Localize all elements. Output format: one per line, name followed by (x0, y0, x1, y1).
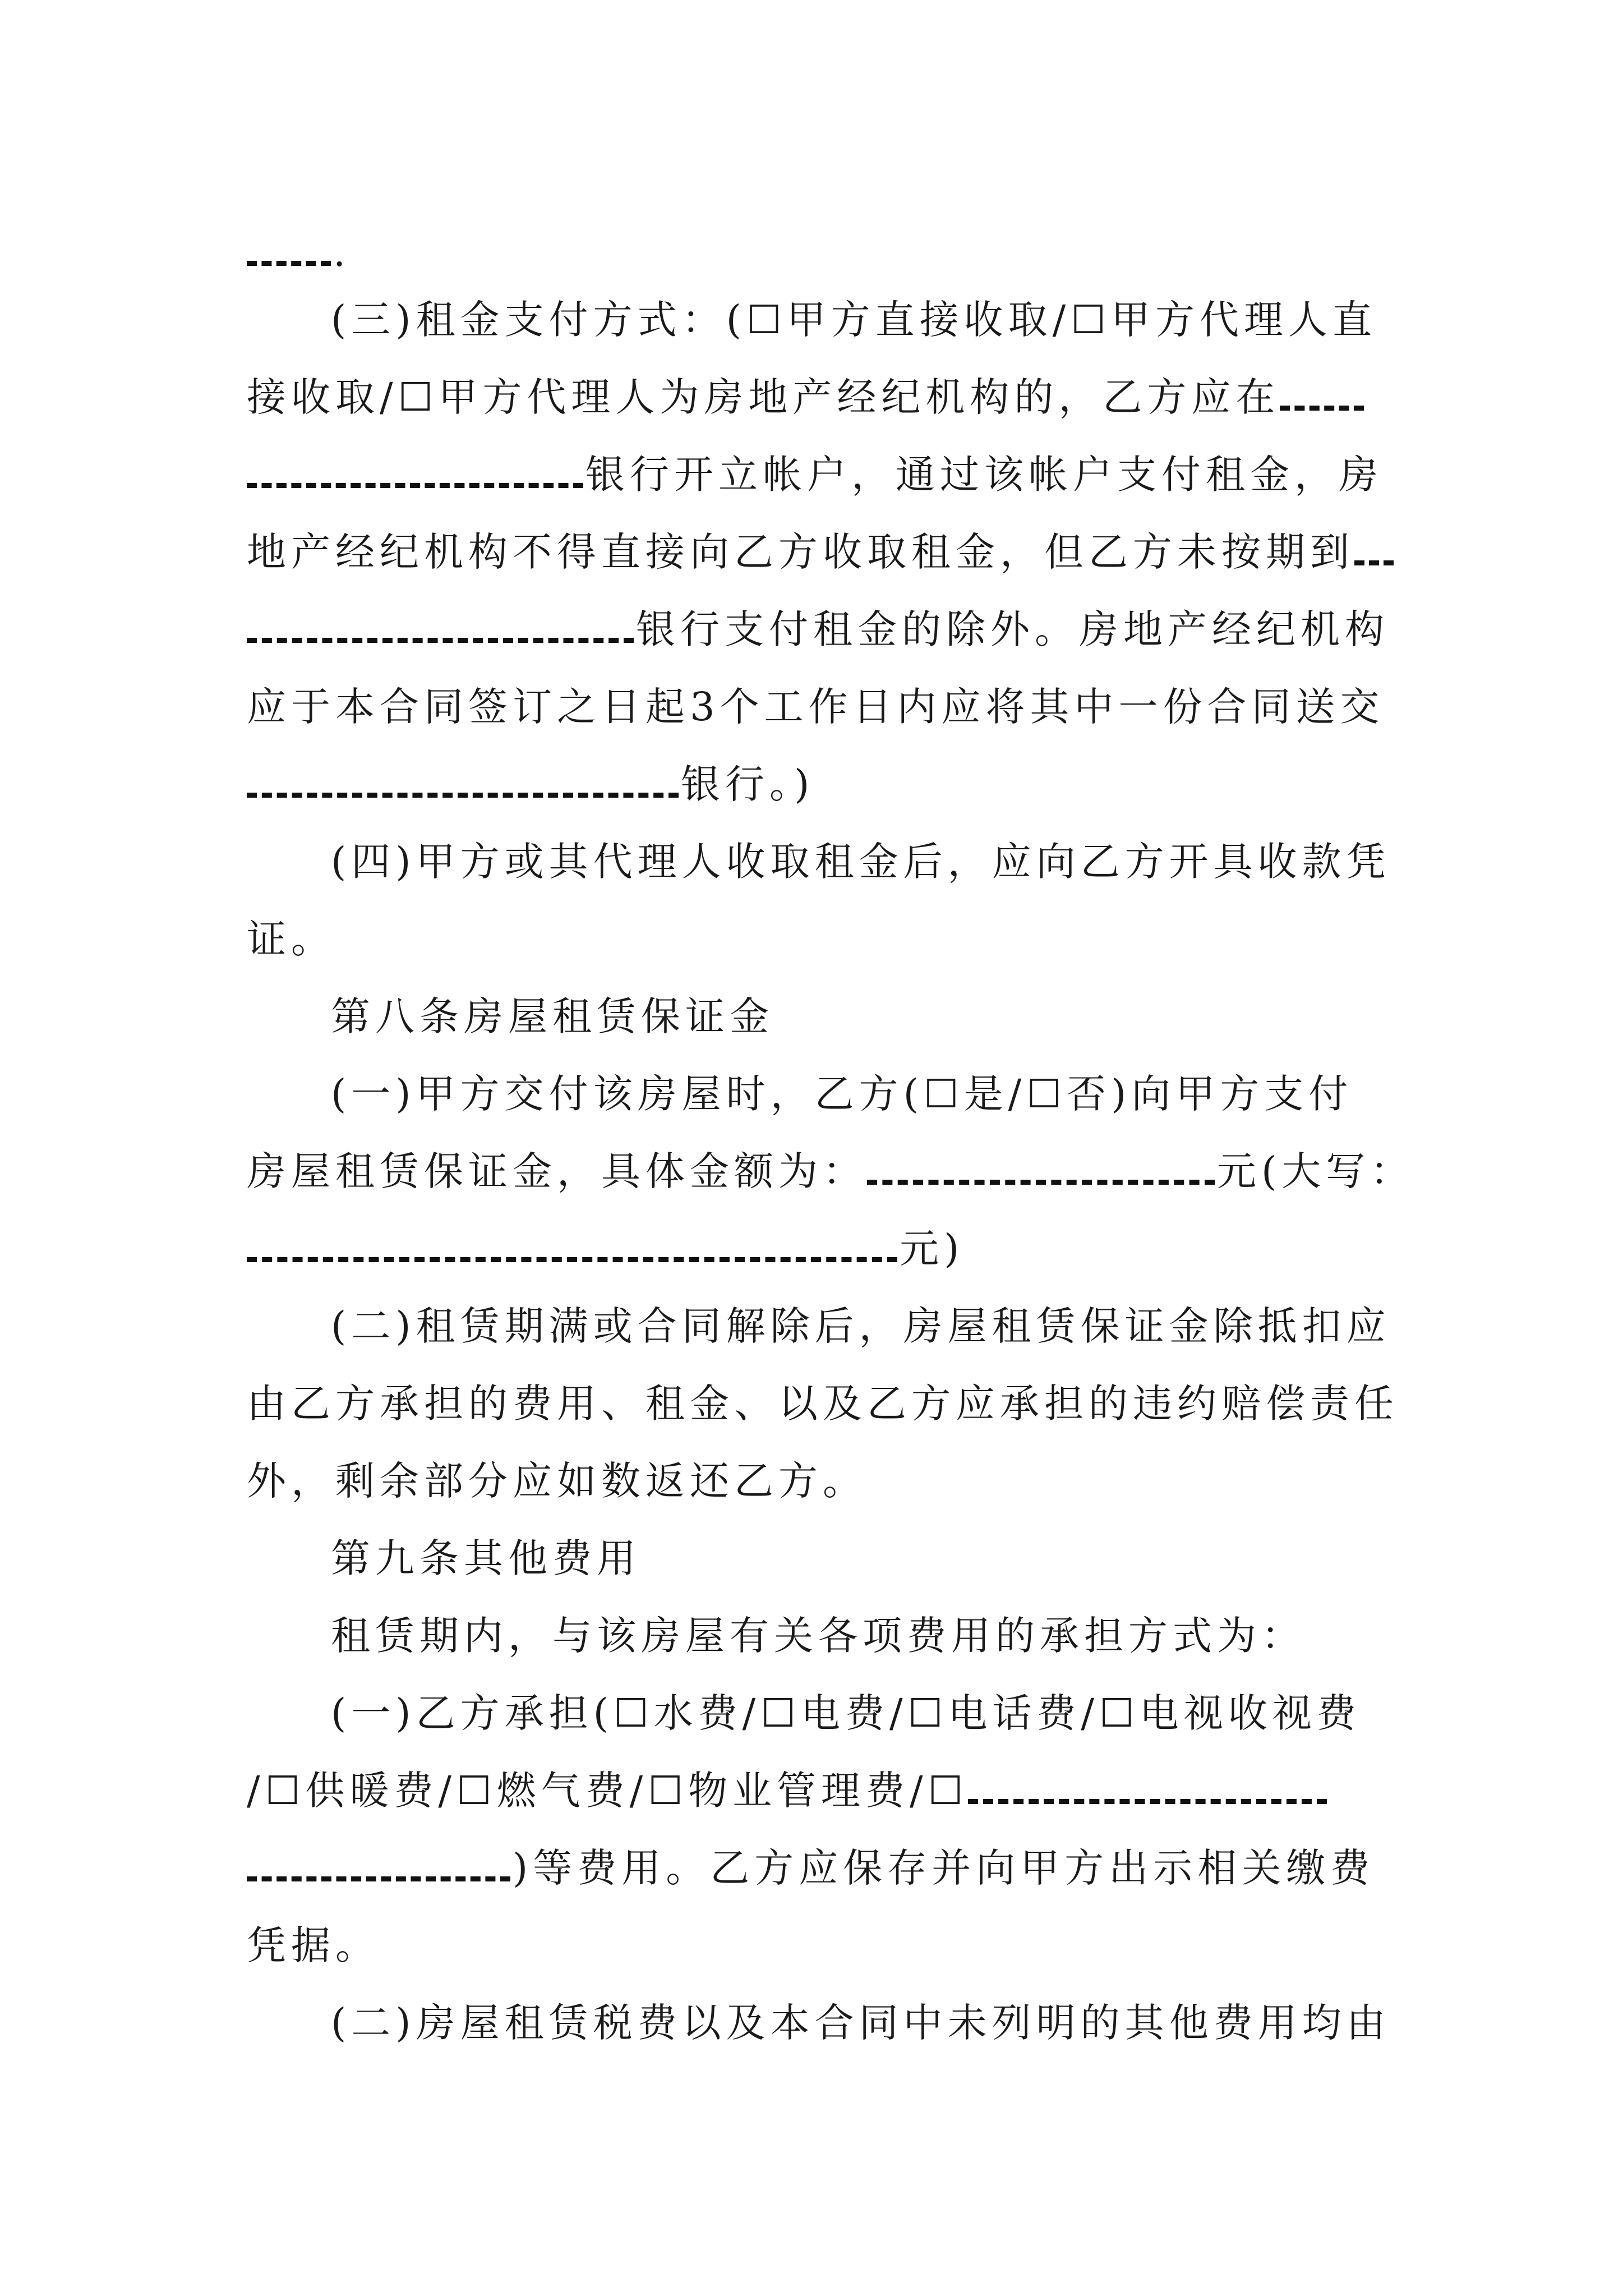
line-text: 租赁期内，与该房屋有关各项费用的承担方式为： (331, 1613, 1306, 1659)
text-line (331, 1989, 1391, 2056)
text-line (247, 1370, 1399, 1437)
text-line (247, 905, 335, 973)
fill-in-blank (247, 1257, 897, 1262)
line-text: 地产经纪机构不得直接向乙方收取租金，但乙方未按期到 (247, 529, 1354, 575)
fill-in-blank (247, 261, 331, 266)
text-line (331, 1680, 1361, 1747)
text-line (331, 828, 1391, 895)
text-line (247, 1757, 1329, 1824)
line-text: 银行支付租金的除外。房地产经纪机构 (636, 606, 1389, 652)
line-text: 应于本合同签订之日起3个工作日内应将其中一份合同送交 (247, 684, 1385, 730)
fill-in-blank (1354, 560, 1394, 565)
text-line (331, 1525, 641, 1592)
text-line (331, 286, 1377, 353)
line-text: 房屋租赁保证金，具体金额为： (247, 1148, 867, 1194)
line-text: 元(大写： (1217, 1148, 1415, 1194)
line-text: (二)房屋租赁税费以及本合同中未列明的其他费用均由 (331, 2000, 1391, 2046)
text-line (331, 983, 774, 1050)
line-text: 第八条房屋租赁保证金 (331, 993, 774, 1039)
text-line (247, 518, 1396, 586)
line-text: (一)甲方交付该房屋时，乙方(☐是/☐否)向甲方支付 (331, 1071, 1353, 1117)
text-line (247, 1138, 1414, 1205)
text-line (331, 1292, 1391, 1360)
line-text: 接收取/☐甲方代理人为房地产经纪机构的，乙方应在 (247, 374, 1280, 420)
line-text: (四)甲方或其代理人收取租金后，应向乙方开具收款凭 (331, 839, 1391, 885)
line-text: 外，剩余部分应如数返还乙方。 (247, 1458, 867, 1504)
line-text: (一)乙方承担(☐水费/☐电费/☐电话费/☐电视收视费 (331, 1690, 1361, 1736)
text-line (247, 1834, 1375, 1902)
line-text: 银行。) (681, 761, 815, 807)
line-text: /☐供暖费/☐燃气费/☐物业管理费/☐ (247, 1768, 969, 1814)
text-line (247, 1447, 867, 1515)
line-text: . (333, 229, 351, 275)
fill-in-blank (247, 793, 679, 798)
text-line (247, 1912, 380, 1979)
text-line (247, 441, 1383, 508)
line-text: 第九条其他费用 (331, 1535, 641, 1581)
text-line (331, 1602, 1306, 1669)
fill-in-blank (867, 1180, 1215, 1185)
fill-in-blank (968, 1799, 1327, 1804)
line-text: 由乙方承担的费用、租金、以及乙方应承担的违约赔偿责任 (247, 1381, 1399, 1427)
line-text: 证。 (247, 916, 335, 962)
fill-in-blank (1280, 406, 1364, 411)
text-line (247, 1215, 964, 1282)
text-line (247, 751, 814, 818)
line-text: 元) (900, 1226, 965, 1272)
text-line (247, 219, 351, 286)
text-line (247, 364, 1366, 431)
text-line (247, 596, 1389, 663)
line-text: 凭据。 (247, 1922, 380, 1968)
line-text: 银行开立帐户，通过该帐户支付租金，房 (585, 452, 1383, 498)
fill-in-blank (247, 483, 583, 488)
fill-in-blank (247, 638, 634, 643)
fill-in-blank (247, 1876, 510, 1881)
text-line (247, 673, 1385, 740)
line-text: (二)租赁期满或合同解除后，房屋租赁保证金除抵扣应 (331, 1303, 1391, 1349)
text-line (331, 1060, 1353, 1128)
line-text: )等费用。乙方应保存并向甲方出示相关缴费 (513, 1845, 1375, 1891)
line-text: (三)租金支付方式：(☐甲方直接收取/☐甲方代理人直 (331, 297, 1377, 343)
